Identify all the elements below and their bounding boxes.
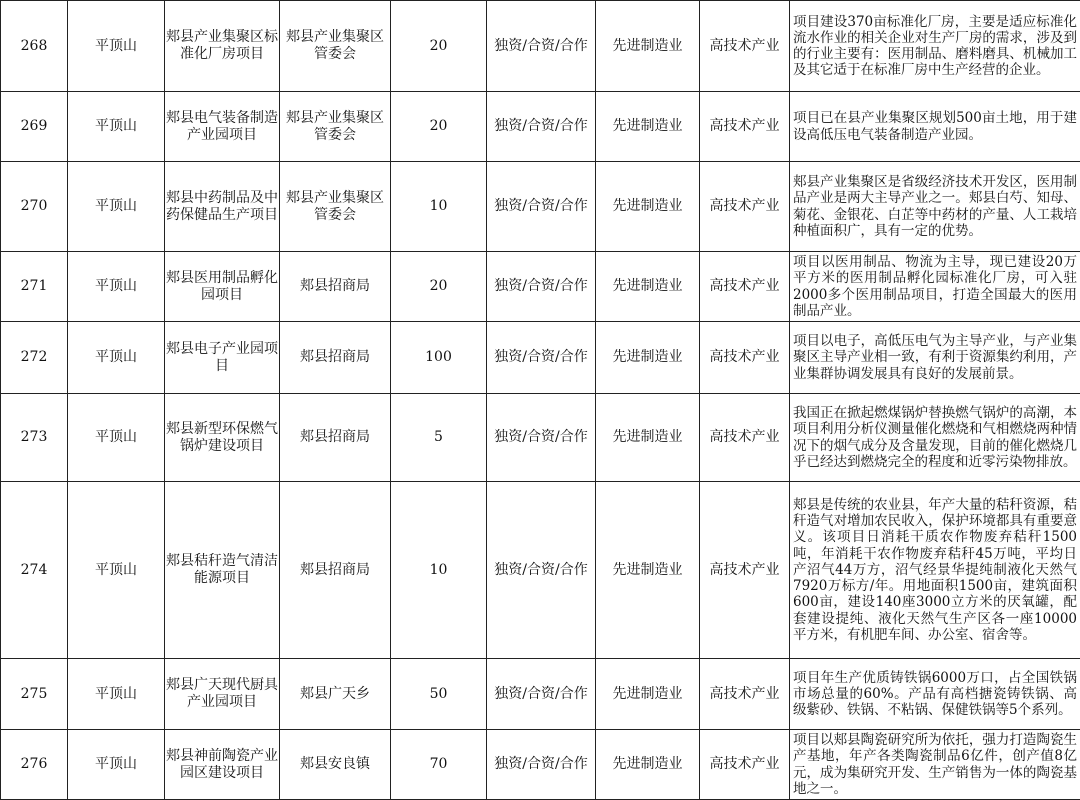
row-number: 268 (1, 1, 68, 92)
table-row (1, 394, 1080, 482)
description-cell: 郏县产业集聚区是省级经济技术开发区，医用制品产业是两大主导产业之一。郏县白芍、知母、菊花、金银花、白芷等中药材的产量、人工栽培种植面积广，具有一定的优势。 (790, 162, 1080, 252)
investment-amount-cell: 10 (391, 482, 487, 659)
project-name-cell: 郏县广天现代厨具产业园项目 (165, 659, 280, 730)
cooperation-mode-cell: 独资/合资/合作 (487, 252, 596, 322)
description-cell: 项目建设370亩标准化厂房，主要是适应标准化流水作业的相关企业对生产厂房的需求，涉及到的行业主要有：医用制品、磨料磨具、机械加工及其它适于在标准厂房中生产经营的企业。 (790, 1, 1080, 92)
city-cell: 平顶山 (68, 162, 165, 252)
industry-type-cell: 高技术产业 (700, 322, 790, 394)
cooperation-mode-cell: 独资/合资/合作 (487, 322, 596, 394)
city-cell: 平顶山 (68, 659, 165, 730)
organization-cell: 郏县招商局 (280, 322, 391, 394)
investment-amount-cell: 5 (391, 394, 487, 482)
cooperation-mode-cell: 独资/合资/合作 (487, 482, 596, 659)
investment-amount-cell: 100 (391, 322, 487, 394)
table-row (1, 482, 1080, 659)
description-cell: 我国正在掀起燃煤锅炉替换燃气锅炉的高潮，本项目利用分析仪测量催化燃烧和气相燃烧两种情况下的烟气成分及含量发现，目前的催化燃烧几乎已经达到燃烧完全的程度和近零污染物排放。 (790, 394, 1080, 482)
description-cell: 项目以郏县陶瓷研究所为依托，强力打造陶瓷生产基地，年产各类陶瓷制品6亿件，创产值8亿元，成为集研究开发、生产销售为一体的陶瓷基地之一。 (790, 730, 1080, 800)
cooperation-mode-cell: 独资/合资/合作 (487, 659, 596, 730)
table-row (1, 1, 1080, 92)
field-cell: 先进制造业 (596, 659, 700, 730)
table-row (1, 659, 1080, 730)
industry-type-cell: 高技术产业 (700, 162, 790, 252)
row-number: 271 (1, 252, 68, 322)
description-cell: 项目以电子，高低压电气为主导产业，与产业集聚区主导产业相一致，有利于资源集约利用，产业集群协调发展具有良好的发展前景。 (790, 322, 1080, 394)
investment-amount-cell: 10 (391, 162, 487, 252)
field-cell: 先进制造业 (596, 252, 700, 322)
cooperation-mode-cell: 独资/合资/合作 (487, 730, 596, 800)
field-cell: 先进制造业 (596, 322, 700, 394)
cooperation-mode-cell: 独资/合资/合作 (487, 394, 596, 482)
description-cell: 项目年生产优质铸铁锅6000万口，占全国铁锅市场总量的60%。产品有高档搪瓷铸铁锅、高级紫砂、铁锅、不粘锅、保健铁锅等5个系列。 (790, 659, 1080, 730)
table-row (1, 162, 1080, 252)
organization-cell: 郏县产业集聚区管委会 (280, 92, 391, 162)
table-row (1, 252, 1080, 322)
row-number: 269 (1, 92, 68, 162)
investment-amount-cell: 20 (391, 92, 487, 162)
field-cell: 先进制造业 (596, 162, 700, 252)
city-cell: 平顶山 (68, 92, 165, 162)
city-cell: 平顶山 (68, 730, 165, 800)
field-cell: 先进制造业 (596, 394, 700, 482)
organization-cell: 郏县安良镇 (280, 730, 391, 800)
city-cell: 平顶山 (68, 252, 165, 322)
city-cell: 平顶山 (68, 322, 165, 394)
row-number: 275 (1, 659, 68, 730)
field-cell: 先进制造业 (596, 92, 700, 162)
cooperation-mode-cell: 独资/合资/合作 (487, 1, 596, 92)
industry-type-cell: 高技术产业 (700, 394, 790, 482)
row-number: 273 (1, 394, 68, 482)
investment-amount-cell: 20 (391, 1, 487, 92)
organization-cell: 郏县产业集聚区管委会 (280, 162, 391, 252)
city-cell: 平顶山 (68, 482, 165, 659)
project-name-cell: 郏县电子产业园项目 (165, 322, 280, 394)
cooperation-mode-cell: 独资/合资/合作 (487, 162, 596, 252)
table-row (1, 730, 1080, 800)
row-number: 274 (1, 482, 68, 659)
row-number: 270 (1, 162, 68, 252)
investment-amount-cell: 20 (391, 252, 487, 322)
city-cell: 平顶山 (68, 1, 165, 92)
investment-amount-cell: 50 (391, 659, 487, 730)
industry-type-cell: 高技术产业 (700, 730, 790, 800)
organization-cell: 郏县招商局 (280, 394, 391, 482)
industry-type-cell: 高技术产业 (700, 482, 790, 659)
description-cell: 郏县是传统的农业县，年产大量的秸秆资源，秸秆造气对增加农民收入，保护环境都具有重要意义。该项目日消耗干质农作物废弃秸秆1500吨，年消耗干农作物废弃秸秆45万吨，平均日产沼气44万方，沼气经景华提纯制液化天然气7920万标方/年。用地面积1500亩，建筑面积600亩，建设140座3000立方米的厌氧罐，配套建设提纯、液化天然气生产区各一座10000平方米，有机肥车间、办公室、宿舍等。 (790, 482, 1080, 659)
industry-type-cell: 高技术产业 (700, 252, 790, 322)
industry-type-cell: 高技术产业 (700, 659, 790, 730)
industry-type-cell: 高技术产业 (700, 1, 790, 92)
organization-cell: 郏县招商局 (280, 482, 391, 659)
row-number: 272 (1, 322, 68, 394)
description-cell: 项目已在县产业集聚区规划500亩土地，用于建设高低压电气装备制造产业园。 (790, 92, 1080, 162)
investment-amount-cell: 70 (391, 730, 487, 800)
field-cell: 先进制造业 (596, 730, 700, 800)
organization-cell: 郏县招商局 (280, 252, 391, 322)
project-name-cell: 郏县中药制品及中药保健品生产项目 (165, 162, 280, 252)
row-number: 276 (1, 730, 68, 800)
project-name-cell: 郏县秸秆造气清洁能源项目 (165, 482, 280, 659)
field-cell: 先进制造业 (596, 482, 700, 659)
organization-cell: 郏县广天乡 (280, 659, 391, 730)
project-name-cell: 郏县医用制品孵化园项目 (165, 252, 280, 322)
table-row (1, 322, 1080, 394)
city-cell: 平顶山 (68, 394, 165, 482)
project-name-cell: 郏县神前陶瓷产业园区建设项目 (165, 730, 280, 800)
cooperation-mode-cell: 独资/合资/合作 (487, 92, 596, 162)
organization-cell: 郏县产业集聚区管委会 (280, 1, 391, 92)
industry-type-cell: 高技术产业 (700, 92, 790, 162)
table-row (1, 92, 1080, 162)
field-cell: 先进制造业 (596, 1, 700, 92)
project-name-cell: 郏县新型环保燃气锅炉建设项目 (165, 394, 280, 482)
description-cell: 项目以医用制品、物流为主导，现已建设20万平方米的医用制品孵化园标准化厂房，可入驻2000多个医用制品项目，打造全国最大的医用制品产业。 (790, 252, 1080, 322)
project-name-cell: 郏县产业集聚区标准化厂房项目 (165, 1, 280, 92)
project-name-cell: 郏县电气装备制造产业园项目 (165, 92, 280, 162)
